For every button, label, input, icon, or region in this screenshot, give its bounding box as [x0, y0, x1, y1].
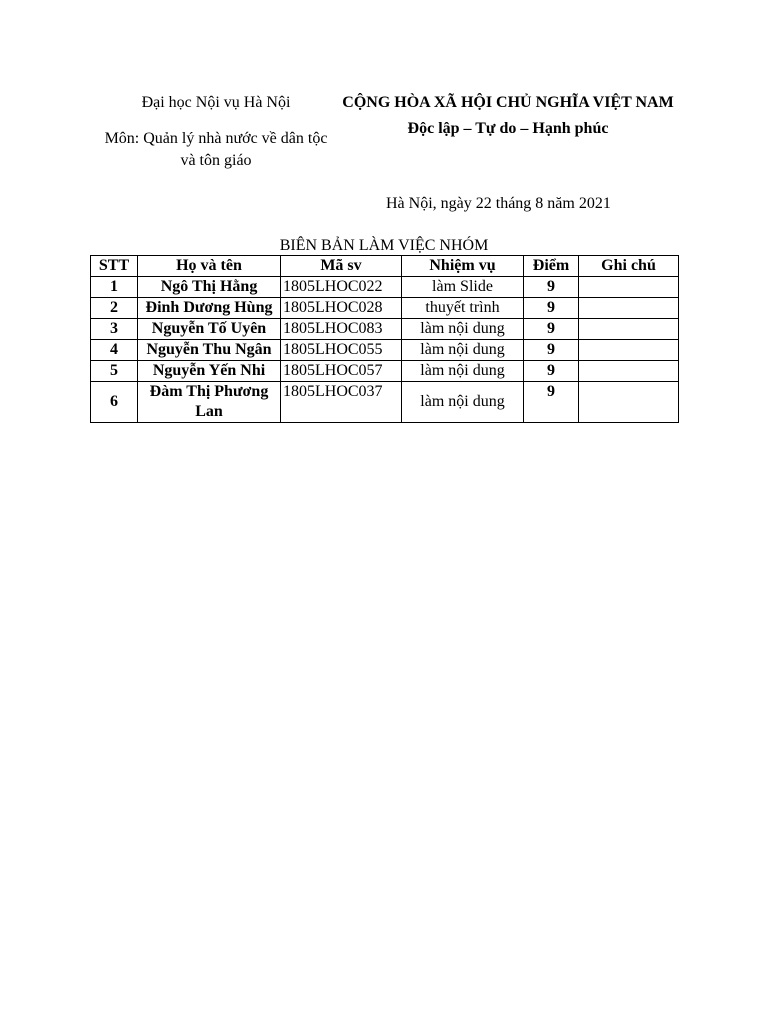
cell-name: Đàm Thị Phương Lan [138, 382, 281, 423]
cell-note [579, 319, 679, 340]
cell-name: Đinh Dương Hùng [138, 298, 281, 319]
cell-task: làm nội dung [402, 361, 524, 382]
cell-task: thuyết trình [402, 298, 524, 319]
cell-stt: 5 [91, 361, 138, 382]
cell-stt: 4 [91, 340, 138, 361]
university-name: Đại học Nội vụ Hà Nội [141, 94, 291, 111]
table-header-row [91, 256, 679, 277]
subject-line: Môn: Quản lý nhà nước về dân tộc và tôn giáo [104, 130, 328, 169]
cell-note [579, 382, 679, 423]
header-note: Ghi chú [579, 256, 679, 277]
cell-student-id: 1805LHOC028 [281, 298, 402, 319]
members-table [90, 255, 679, 423]
cell-task: làm nội dung [402, 319, 524, 340]
national-motto: Độc lập – Tự do – Hạnh phúc [407, 120, 609, 137]
header-student-id: Mã sv [281, 256, 402, 277]
cell-task: làm Slide [402, 277, 524, 298]
cell-task: làm nội dung [402, 340, 524, 361]
table-row [91, 277, 679, 298]
institution-block [96, 92, 336, 172]
cell-name: Nguyễn Thu Ngân [138, 340, 281, 361]
national-header [340, 92, 676, 140]
cell-note [579, 340, 679, 361]
header-score: Điểm [524, 256, 579, 277]
table-row [91, 382, 679, 423]
cell-score: 9 [524, 361, 579, 382]
cell-score: 9 [524, 298, 579, 319]
header-stt: STT [91, 256, 138, 277]
cell-name: Ngô Thị Hằng [138, 277, 281, 298]
header-name: Họ và tên [138, 256, 281, 277]
cell-student-id: 1805LHOC022 [281, 277, 402, 298]
document-date: Hà Nội, ngày 22 tháng 8 năm 2021 [386, 195, 611, 212]
cell-note [579, 361, 679, 382]
cell-name: Nguyễn Tố Uyên [138, 319, 281, 340]
cell-student-id: 1805LHOC055 [281, 340, 402, 361]
country-name: CỘNG HÒA XÃ HỘI CHỦ NGHĨA VIỆT NAM [342, 94, 674, 111]
cell-stt: 2 [91, 298, 138, 319]
cell-stt: 3 [91, 319, 138, 340]
report-title: BIÊN BẢN LÀM VIỆC NHÓM [279, 237, 489, 254]
cell-student-id: 1805LHOC037 [281, 382, 402, 423]
cell-stt: 1 [91, 277, 138, 298]
cell-score: 9 [524, 340, 579, 361]
table-row [91, 340, 679, 361]
table-row [91, 298, 679, 319]
cell-score: 9 [524, 382, 579, 423]
cell-note [579, 277, 679, 298]
header-task: Nhiệm vụ [402, 256, 524, 277]
table-row [91, 361, 679, 382]
cell-note [579, 298, 679, 319]
cell-stt: 6 [91, 382, 138, 423]
cell-score: 9 [524, 277, 579, 298]
cell-score: 9 [524, 319, 579, 340]
cell-name: Nguyễn Yến Nhi [138, 361, 281, 382]
cell-student-id: 1805LHOC083 [281, 319, 402, 340]
table-row [91, 319, 679, 340]
cell-student-id: 1805LHOC057 [281, 361, 402, 382]
cell-task: làm nội dung [402, 382, 524, 423]
